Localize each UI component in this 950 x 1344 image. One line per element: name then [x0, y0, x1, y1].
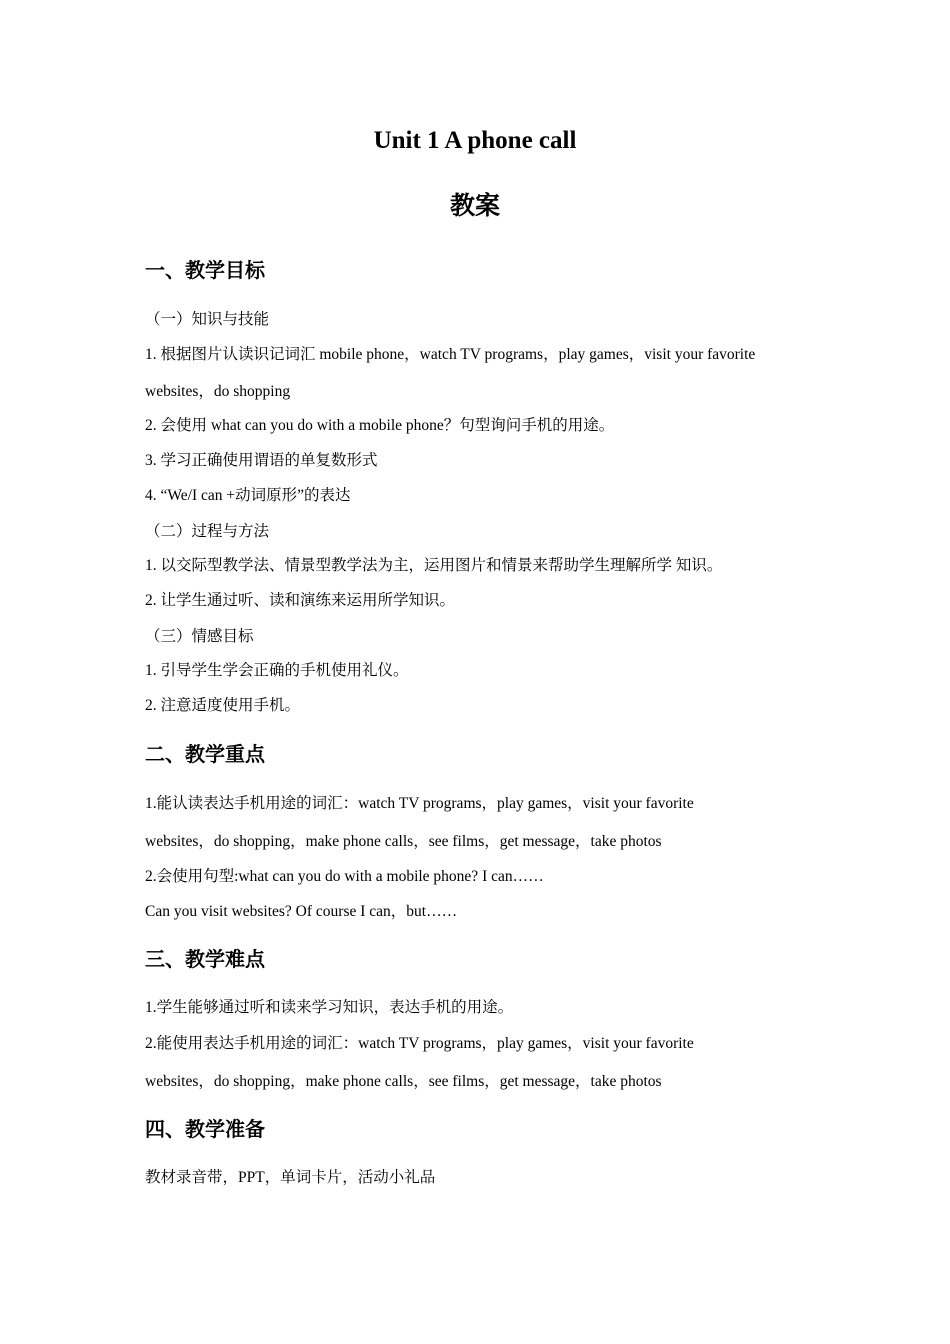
paragraph-line: 2. 注意适度使用手机。 [145, 697, 301, 714]
paragraph-line: 1.能认读表达手机用途的词汇：watch TV programs，play games，visit your favorite [145, 795, 694, 812]
paragraph-line: websites，do shopping [145, 383, 291, 400]
section-heading-difficulties: 三、教学难点 [145, 947, 265, 971]
section-heading-preparation: 四、教学准备 [145, 1117, 265, 1141]
paragraph-line: 2.会使用句型:what can you do with a mobile phone? I can…… [145, 868, 544, 885]
subsection-title: （三）情感目标 [145, 628, 254, 645]
subsection-title: （一）知识与技能 [145, 311, 270, 328]
paragraph-line: 2.能使用表达手机用途的词汇：watch TV programs，play games，visit your favorite [145, 1035, 694, 1052]
paragraph-line: 2. 会使用 what can you do with a mobile phone？句型询问手机的用途。 [145, 417, 615, 434]
paragraph-line: 教材录音带，PPT，单词卡片，活动小礼品 [145, 1169, 436, 1186]
paragraph-line: 1. 根据图片认读识记词汇 mobile phone，watch TV programs，play games，visit your favorite [145, 346, 756, 363]
document-subtitle: 教案 [449, 193, 500, 220]
paragraph-line: websites，do shopping，make phone calls，see films，get message，take photos [145, 833, 662, 850]
document-title: Unit 1 A phone call [373, 127, 577, 154]
paragraph-line: 4. “We/I can +动词原形”的表达 [145, 487, 351, 504]
subsection-title: （二）过程与方法 [145, 523, 270, 540]
section-heading-objectives: 一、教学目标 [145, 258, 265, 282]
paragraph-line: Can you visit websites? Of course I can，but…… [145, 903, 458, 920]
paragraph-line: 3. 学习正确使用谓语的单复数形式 [145, 452, 378, 469]
paragraph-line: 1. 引导学生学会正确的手机使用礼仪。 [145, 662, 409, 679]
section-heading-key-points: 二、教学重点 [145, 742, 265, 766]
paragraph-line: 1. 以交际型教学法、情景型教学法为主，运用图片和情景来帮助学生理解所学 知识。 [145, 557, 723, 574]
paragraph-line: 1.学生能够通过听和读来学习知识，表达手机的用途。 [145, 999, 514, 1016]
paragraph-line: 2. 让学生通过听、读和演练来运用所学知识。 [145, 592, 456, 609]
paragraph-line: websites，do shopping，make phone calls，see films，get message，take photos [145, 1073, 662, 1090]
